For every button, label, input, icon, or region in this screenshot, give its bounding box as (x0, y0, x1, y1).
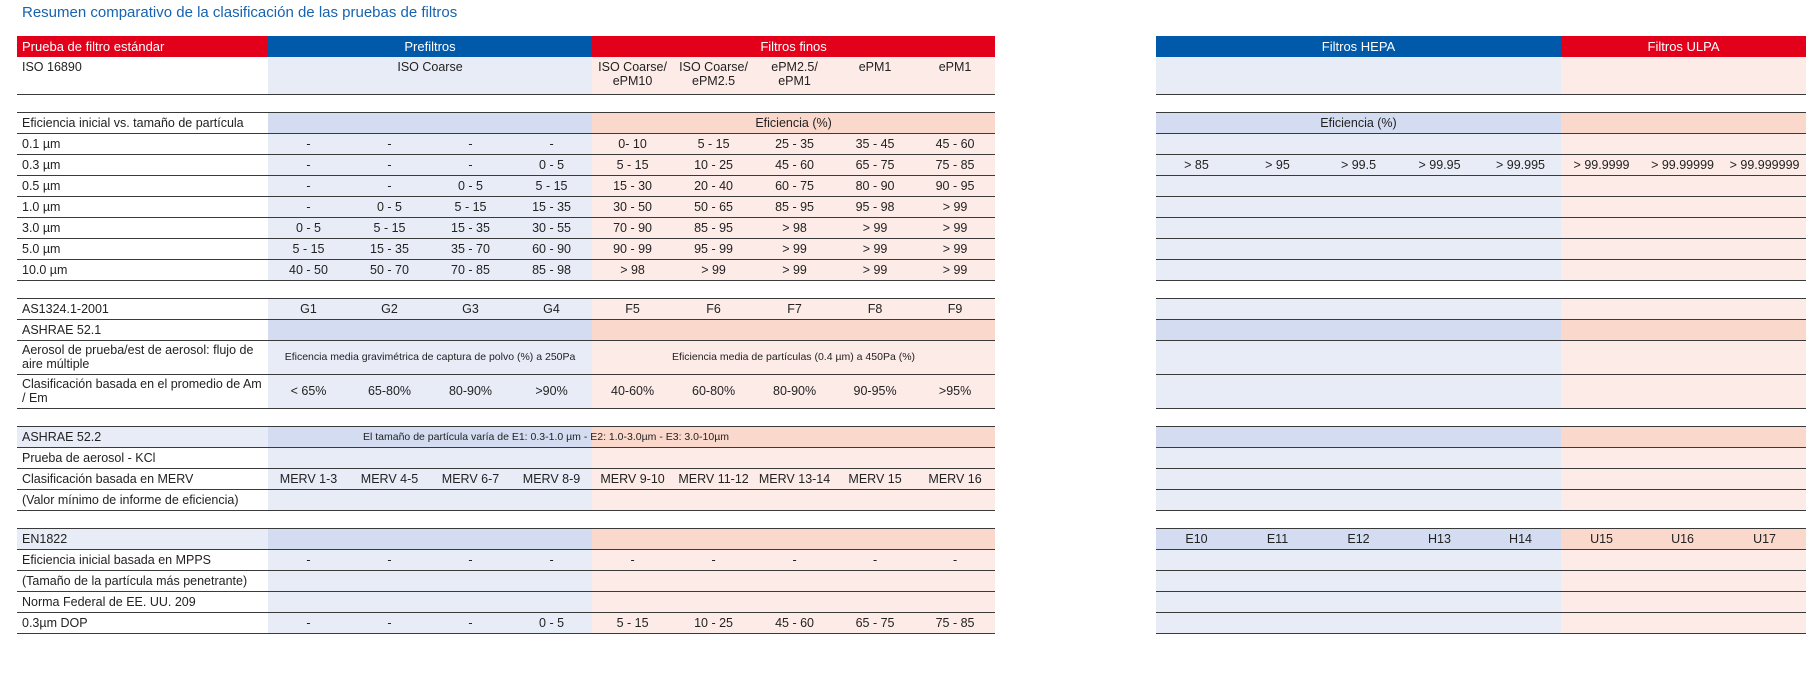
mpps-cell: - (349, 549, 430, 570)
hepa-efficiency-row (1156, 196, 1806, 217)
as1324-cell: G2 (349, 298, 430, 319)
efficiency-cell: 40 - 50 (268, 259, 349, 280)
ashrae521-class-row (17, 374, 995, 408)
efficiency-cell: 70 - 90 (592, 217, 673, 238)
ashrae521-pre-note: Eficencia media gravimétrica de captura de polvo (%) a 250Pa (268, 340, 592, 374)
merv-cell: MERV 16 (915, 468, 995, 489)
efficiency-cell: > 98 (754, 217, 835, 238)
efficiency-cell: 50 - 65 (673, 196, 754, 217)
hepa-cell: > 99.995 (1480, 154, 1561, 175)
merv-cell: MERV 9-10 (592, 468, 673, 489)
efficiency-cell: 75 - 85 (915, 154, 995, 175)
iso-fine-cell: ePM1 (915, 57, 995, 94)
efficiency-cell: - (349, 154, 430, 175)
efficiency-cell: > 99 (915, 259, 995, 280)
ashrae521-cell: 80-90% (754, 374, 835, 408)
ashrae521-cell: 90-95% (835, 374, 915, 408)
ashrae522-min-row (17, 489, 995, 510)
as1324-cell: F8 (835, 298, 915, 319)
en1822-class-cell: U16 (1642, 528, 1723, 549)
hepa-efficiency-row (1156, 217, 1806, 238)
ashrae521-cell: 80-90% (430, 374, 511, 408)
efficiency-row (17, 175, 995, 196)
hepa-cell: > 99.95 (1399, 154, 1480, 175)
ashrae522-row (17, 426, 995, 447)
dop-cell: - (349, 612, 430, 633)
en1822-label: EN1822 (17, 528, 268, 549)
efficiency-cell: 45 - 60 (915, 133, 995, 154)
as1324-cell: G1 (268, 298, 349, 319)
right-table (1156, 36, 1806, 634)
efficiency-cell: - (430, 133, 511, 154)
efficiency-row-label: 0.5 µm (17, 175, 268, 196)
efficiency-cell: 35 - 45 (835, 133, 915, 154)
fed209-row (17, 591, 995, 612)
header-fine: Filtros finos (592, 36, 995, 57)
en1822-class-cell: H13 (1399, 528, 1480, 549)
page-title: Resumen comparativo de la clasificación de las pruebas de filtros (22, 4, 458, 21)
merv-cell: MERV 6-7 (430, 468, 511, 489)
hepa-efficiency-row (1156, 175, 1806, 196)
ashrae521-fine-note: Eficiencia media de partículas (0.4 µm) a 450Pa (%) (592, 340, 995, 374)
efficiency-cell: > 99 (835, 238, 915, 259)
ashrae521-cell: >95% (915, 374, 995, 408)
dop-row (17, 612, 995, 633)
ashrae522-label: ASHRAE 52.2 (17, 426, 268, 447)
iso16890-row (17, 57, 995, 94)
iso-coarse: ISO Coarse (268, 57, 592, 94)
efficiency-cell: 5 - 15 (511, 175, 592, 196)
efficiency-cell: 50 - 70 (349, 259, 430, 280)
ashrae522-note: El tamaño de partícula varía de E1: 0.3-1.0 µm - E2: 1.0-3.0µm - E3: 3.0-10µm (268, 426, 995, 447)
efficiency-row-label: 0.1 µm (17, 133, 268, 154)
as1324-cell: F9 (915, 298, 995, 319)
ashrae522-merv-row (17, 468, 995, 489)
efficiency-cell: > 99 (915, 217, 995, 238)
efficiency-label: Eficiencia inicial vs. tamaño de partícula (17, 112, 268, 133)
efficiency-cell: 95 - 98 (835, 196, 915, 217)
dop-label: 0.3µm DOP (17, 612, 268, 633)
efficiency-cell: > 99 (673, 259, 754, 280)
header-ulpa: Filtros ULPA (1561, 36, 1806, 57)
efficiency-row (17, 196, 995, 217)
efficiency-cell: 85 - 95 (754, 196, 835, 217)
efficiency-cell: 85 - 95 (673, 217, 754, 238)
efficiency-cell: 0 - 5 (511, 154, 592, 175)
efficiency-row (17, 238, 995, 259)
efficiency-cell: 5 - 15 (592, 154, 673, 175)
merv-cell: MERV 13-14 (754, 468, 835, 489)
iso-fine-cell: ePM2.5/ ePM1 (754, 57, 835, 94)
hepa-efficiency-row (1156, 238, 1806, 259)
efficiency-cell: 90 - 95 (915, 175, 995, 196)
efficiency-cell: - (349, 175, 430, 196)
dop-cell: 65 - 75 (835, 612, 915, 633)
mpps-cell: - (915, 549, 995, 570)
efficiency-cell: 5 - 15 (349, 217, 430, 238)
efficiency-cell: 5 - 15 (673, 133, 754, 154)
efficiency-cell: 90 - 99 (592, 238, 673, 259)
efficiency-cell: > 99 (835, 217, 915, 238)
efficiency-cell: 10 - 25 (673, 154, 754, 175)
header-standard: Prueba de filtro estándar (17, 36, 268, 57)
en1822-size-label: (Tamaño de la partícula más penetrante) (17, 570, 268, 591)
efficiency-cell: 95 - 99 (673, 238, 754, 259)
efficiency-cell: 30 - 50 (592, 196, 673, 217)
en1822-mpps-label: Eficiencia inicial basada en MPPS (17, 549, 268, 570)
ashrae522-min-label: (Valor mínimo de informe de eficiencia) (17, 489, 268, 510)
ashrae522-aerosol-label: Prueba de aerosol - KCl (17, 447, 268, 468)
efficiency-cell: 85 - 98 (511, 259, 592, 280)
efficiency-cell: - (268, 196, 349, 217)
efficiency-cell: > 99 (754, 238, 835, 259)
as1324-cell: G3 (430, 298, 511, 319)
efficiency-row-label: 1.0 µm (17, 196, 268, 217)
mpps-cell: - (268, 549, 349, 570)
hepa-efficiency-row (1156, 133, 1806, 154)
dop-cell: 75 - 85 (915, 612, 995, 633)
iso-fine-cell: ePM1 (835, 57, 915, 94)
ashrae521-aerosol-row (17, 340, 995, 374)
efficiency-row (17, 259, 995, 280)
efficiency-cell: 5 - 15 (268, 238, 349, 259)
hepa-efficiency-header: Eficiencia (%) (1156, 112, 1561, 133)
ulpa-cell: > 99.9999 (1561, 154, 1642, 175)
iso-fine-cell: ISO Coarse/ ePM10 (592, 57, 673, 94)
efficiency-row-label: 5.0 µm (17, 238, 268, 259)
efficiency-cell: 60 - 90 (511, 238, 592, 259)
efficiency-cell: 15 - 35 (349, 238, 430, 259)
efficiency-header-row (17, 112, 995, 133)
ashrae521-cell: < 65% (268, 374, 349, 408)
as1324-row (17, 298, 995, 319)
efficiency-cell: > 98 (592, 259, 673, 280)
mpps-cell: - (511, 549, 592, 570)
ulpa-cell: > 99.99999 (1642, 154, 1723, 175)
merv-cell: MERV 8-9 (511, 468, 592, 489)
hepa-efficiency-row (1156, 259, 1806, 280)
fed209-label: Norma Federal de EE. UU. 209 (17, 591, 268, 612)
efficiency-cell: 30 - 55 (511, 217, 592, 238)
en1822-size-row (17, 570, 995, 591)
header-hepa: Filtros HEPA (1156, 36, 1561, 57)
efficiency-cell: 70 - 85 (430, 259, 511, 280)
efficiency-cell: 60 - 75 (754, 175, 835, 196)
efficiency-cell: - (430, 154, 511, 175)
header-row (17, 36, 995, 57)
efficiency-cell: 45 - 60 (754, 154, 835, 175)
mpps-cell: - (430, 549, 511, 570)
merv-cell: MERV 11-12 (673, 468, 754, 489)
efficiency-cell: 15 - 30 (592, 175, 673, 196)
efficiency-row-label: 10.0 µm (17, 259, 268, 280)
dop-cell: 0 - 5 (511, 612, 592, 633)
efficiency-cell: 25 - 35 (754, 133, 835, 154)
efficiency-cell: 0 - 5 (268, 217, 349, 238)
efficiency-row (17, 133, 995, 154)
mpps-cell: - (592, 549, 673, 570)
mpps-cell: - (673, 549, 754, 570)
efficiency-cell: > 99 (915, 238, 995, 259)
efficiency-cell: 15 - 35 (430, 217, 511, 238)
mpps-cell: - (835, 549, 915, 570)
en1822-class-cell: E10 (1156, 528, 1237, 549)
hepa-cell: > 95 (1237, 154, 1318, 175)
efficiency-cell: > 99 (835, 259, 915, 280)
en1822-class-cell: U15 (1561, 528, 1642, 549)
hepa-efficiency-header-row (1156, 112, 1806, 133)
ashrae521-cell: 40-60% (592, 374, 673, 408)
efficiency-row (17, 154, 995, 175)
ashrae521-cell: 60-80% (673, 374, 754, 408)
hepa-cell: > 85 (1156, 154, 1237, 175)
merv-cell: MERV 15 (835, 468, 915, 489)
mpps-cell: - (754, 549, 835, 570)
dop-cell: 10 - 25 (673, 612, 754, 633)
ashrae521-cell: 65-80% (349, 374, 430, 408)
efficiency-cell: > 99 (754, 259, 835, 280)
efficiency-cell: 0 - 5 (430, 175, 511, 196)
efficiency-cell: 35 - 70 (430, 238, 511, 259)
left-table (17, 36, 995, 634)
ashrae521-row (17, 319, 995, 340)
efficiency-cell: 80 - 90 (835, 175, 915, 196)
merv-cell: MERV 4-5 (349, 468, 430, 489)
efficiency-cell: > 99 (915, 196, 995, 217)
efficiency-cell: - (268, 175, 349, 196)
efficiency-row-label: 0.3 µm (17, 154, 268, 175)
as1324-cell: G4 (511, 298, 592, 319)
as1324-label: AS1324.1-2001 (17, 298, 268, 319)
dop-cell: 5 - 15 (592, 612, 673, 633)
hepa-cell: > 99.5 (1318, 154, 1399, 175)
en1822-mpps-row (17, 549, 995, 570)
efficiency-cell: 5 - 15 (430, 196, 511, 217)
efficiency-cell: - (511, 133, 592, 154)
right-header-row (1156, 36, 1806, 57)
efficiency-cell: 20 - 40 (673, 175, 754, 196)
iso-fine-cell: ISO Coarse/ ePM2.5 (673, 57, 754, 94)
dop-cell: - (268, 612, 349, 633)
as1324-cell: F6 (673, 298, 754, 319)
en1822-class-cell: H14 (1480, 528, 1561, 549)
efficiency-cell: 0- 10 (592, 133, 673, 154)
efficiency-cell: 65 - 75 (835, 154, 915, 175)
ulpa-cell: > 99.999999 (1723, 154, 1806, 175)
ashrae521-aerosol-label: Aerosol de prueba/est de aerosol: flujo de aire múltiple (17, 340, 268, 374)
efficiency-row-label: 3.0 µm (17, 217, 268, 238)
dop-cell: 45 - 60 (754, 612, 835, 633)
efficiency-cell: 15 - 35 (511, 196, 592, 217)
en1822-class-cell: E12 (1318, 528, 1399, 549)
en1822-row (17, 528, 995, 549)
efficiency-row (17, 217, 995, 238)
efficiency-cell: - (268, 133, 349, 154)
as1324-cell: F5 (592, 298, 673, 319)
merv-cell: MERV 1-3 (268, 468, 349, 489)
efficiency-cell: - (349, 133, 430, 154)
header-prefilters: Prefiltros (268, 36, 592, 57)
en1822-class-cell: E11 (1237, 528, 1318, 549)
as1324-cell: F7 (754, 298, 835, 319)
iso16890-label: ISO 16890 (17, 57, 268, 94)
hepa-efficiency-row (1156, 154, 1806, 175)
ashrae521-class-label: Clasificación basada en el promedio de Am / Em (17, 374, 268, 408)
dop-cell: - (430, 612, 511, 633)
ashrae521-cell: >90% (511, 374, 592, 408)
efficiency-fine-header: Eficiencia (%) (592, 112, 995, 133)
ashrae521-label: ASHRAE 52.1 (17, 319, 268, 340)
ashrae522-merv-label: Clasificación basada en MERV (17, 468, 268, 489)
efficiency-cell: - (268, 154, 349, 175)
en1822-class-cell: U17 (1723, 528, 1806, 549)
ashrae522-aerosol-row (17, 447, 995, 468)
en1822-class-row (1156, 528, 1806, 549)
efficiency-cell: 0 - 5 (349, 196, 430, 217)
